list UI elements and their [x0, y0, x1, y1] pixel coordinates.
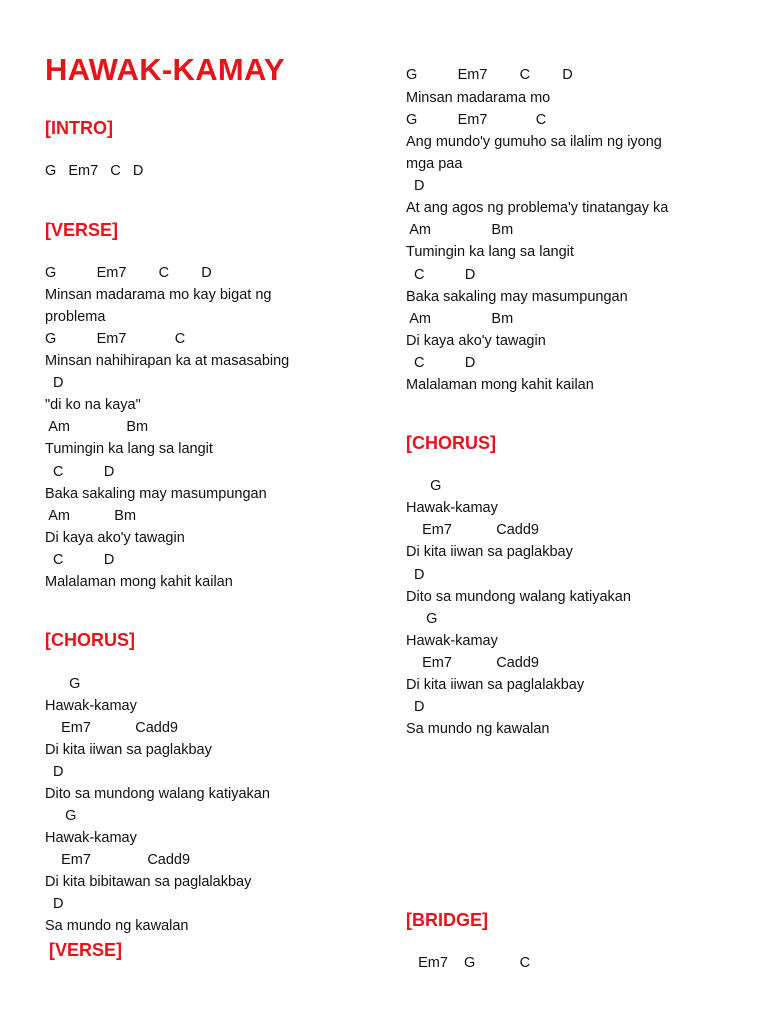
lyric-line: D: [406, 699, 425, 715]
lyric-line: Tumingin ka lang sa langit: [45, 441, 213, 457]
lyric-line: C D: [45, 464, 115, 480]
lyric-line: G: [406, 611, 438, 627]
bridge-header: [BRIDGE]: [406, 910, 488, 930]
lyric-line: Am Bm: [406, 222, 514, 238]
lyric-line: Malalaman mong kahit kailan: [45, 574, 233, 590]
song-title: HAWAK-KAMAY: [45, 52, 285, 87]
chorus-header: [CHORUS]: [406, 433, 496, 453]
lyric-line: Baka sakaling may masumpungan: [406, 289, 628, 305]
lyric-line: "di ko na kaya": [45, 397, 141, 413]
lyric-line: G: [45, 676, 81, 692]
lyric-line: G: [45, 808, 77, 824]
lyric-line: C D: [45, 552, 115, 568]
lyric-line: C D: [406, 355, 476, 371]
lyric-line: Ang mundo'y gumuho sa ilalim ng iyong: [406, 134, 662, 150]
lyric-line: G Em7 C D: [406, 67, 573, 83]
lyric-line: Minsan madarama mo: [406, 90, 551, 106]
lyric-line: G Em7 C: [406, 112, 547, 128]
lyric-line: D: [45, 764, 64, 780]
lyric-line: problema: [45, 309, 106, 325]
lyric-line: Di kaya ako'y tawagin: [406, 333, 546, 349]
lyric-line: Em7 Cadd9: [45, 720, 178, 736]
intro-chords: G Em7 C D: [45, 163, 144, 179]
lyric-line: Em7 Cadd9: [406, 655, 539, 671]
chorus-header: [CHORUS]: [45, 630, 135, 650]
lyric-line: C D: [406, 267, 476, 283]
lyric-line: Tumingin ka lang sa langit: [406, 244, 574, 260]
lyric-line: Di kita iiwan sa paglakbay: [406, 544, 573, 560]
intro-header: [INTRO]: [45, 118, 113, 138]
lyric-line: Em7 Cadd9: [45, 852, 191, 868]
bridge-chords: Em7 G C: [406, 955, 531, 971]
lyric-line: Am Bm: [406, 311, 514, 327]
lyric-line: Malalaman mong kahit kailan: [406, 377, 594, 393]
lyric-line: D: [406, 178, 425, 194]
lyric-line: mga paa: [406, 156, 463, 172]
lyric-line: Hawak-kamay: [45, 698, 137, 714]
lyric-line: Baka sakaling may masumpungan: [45, 486, 267, 502]
lyric-line: At ang agos ng problema'y tinatangay ka: [406, 200, 669, 216]
lyric-line: D: [406, 567, 425, 583]
lyric-line: Am Bm: [45, 508, 137, 524]
lyric-line: Hawak-kamay: [406, 500, 498, 516]
lyric-line: D: [45, 896, 64, 912]
lyric-line: Di kita iiwan sa paglakbay: [45, 742, 212, 758]
lyric-line: Hawak-kamay: [406, 633, 498, 649]
lyric-line: D: [45, 375, 64, 391]
lyric-line: Am Bm: [45, 419, 149, 435]
lyric-line: Hawak-kamay: [45, 830, 137, 846]
lyric-line: G Em7 C D: [45, 265, 212, 281]
lyric-line: Em7 Cadd9: [406, 522, 539, 538]
verse2-header: [VERSE]: [49, 940, 123, 960]
lyric-line: Di kita bibitawan sa paglalakbay: [45, 874, 252, 890]
lyric-line: Sa mundo ng kawalan: [45, 918, 189, 934]
lyric-line: G Em7 C: [45, 331, 186, 347]
lyric-line: G: [406, 478, 442, 494]
lyric-line: Di kaya ako'y tawagin: [45, 530, 185, 546]
lyric-line: Minsan nahihirapan ka at masasabing: [45, 353, 290, 369]
lyric-line: Dito sa mundong walang katiyakan: [45, 786, 270, 802]
lyric-line: Minsan madarama mo kay bigat ng: [45, 287, 272, 303]
lyric-line: Sa mundo ng kawalan: [406, 721, 550, 737]
verse-header: [VERSE]: [45, 220, 119, 240]
lyric-line: Dito sa mundong walang katiyakan: [406, 589, 631, 605]
lyric-line: Di kita iiwan sa paglalakbay: [406, 677, 585, 693]
